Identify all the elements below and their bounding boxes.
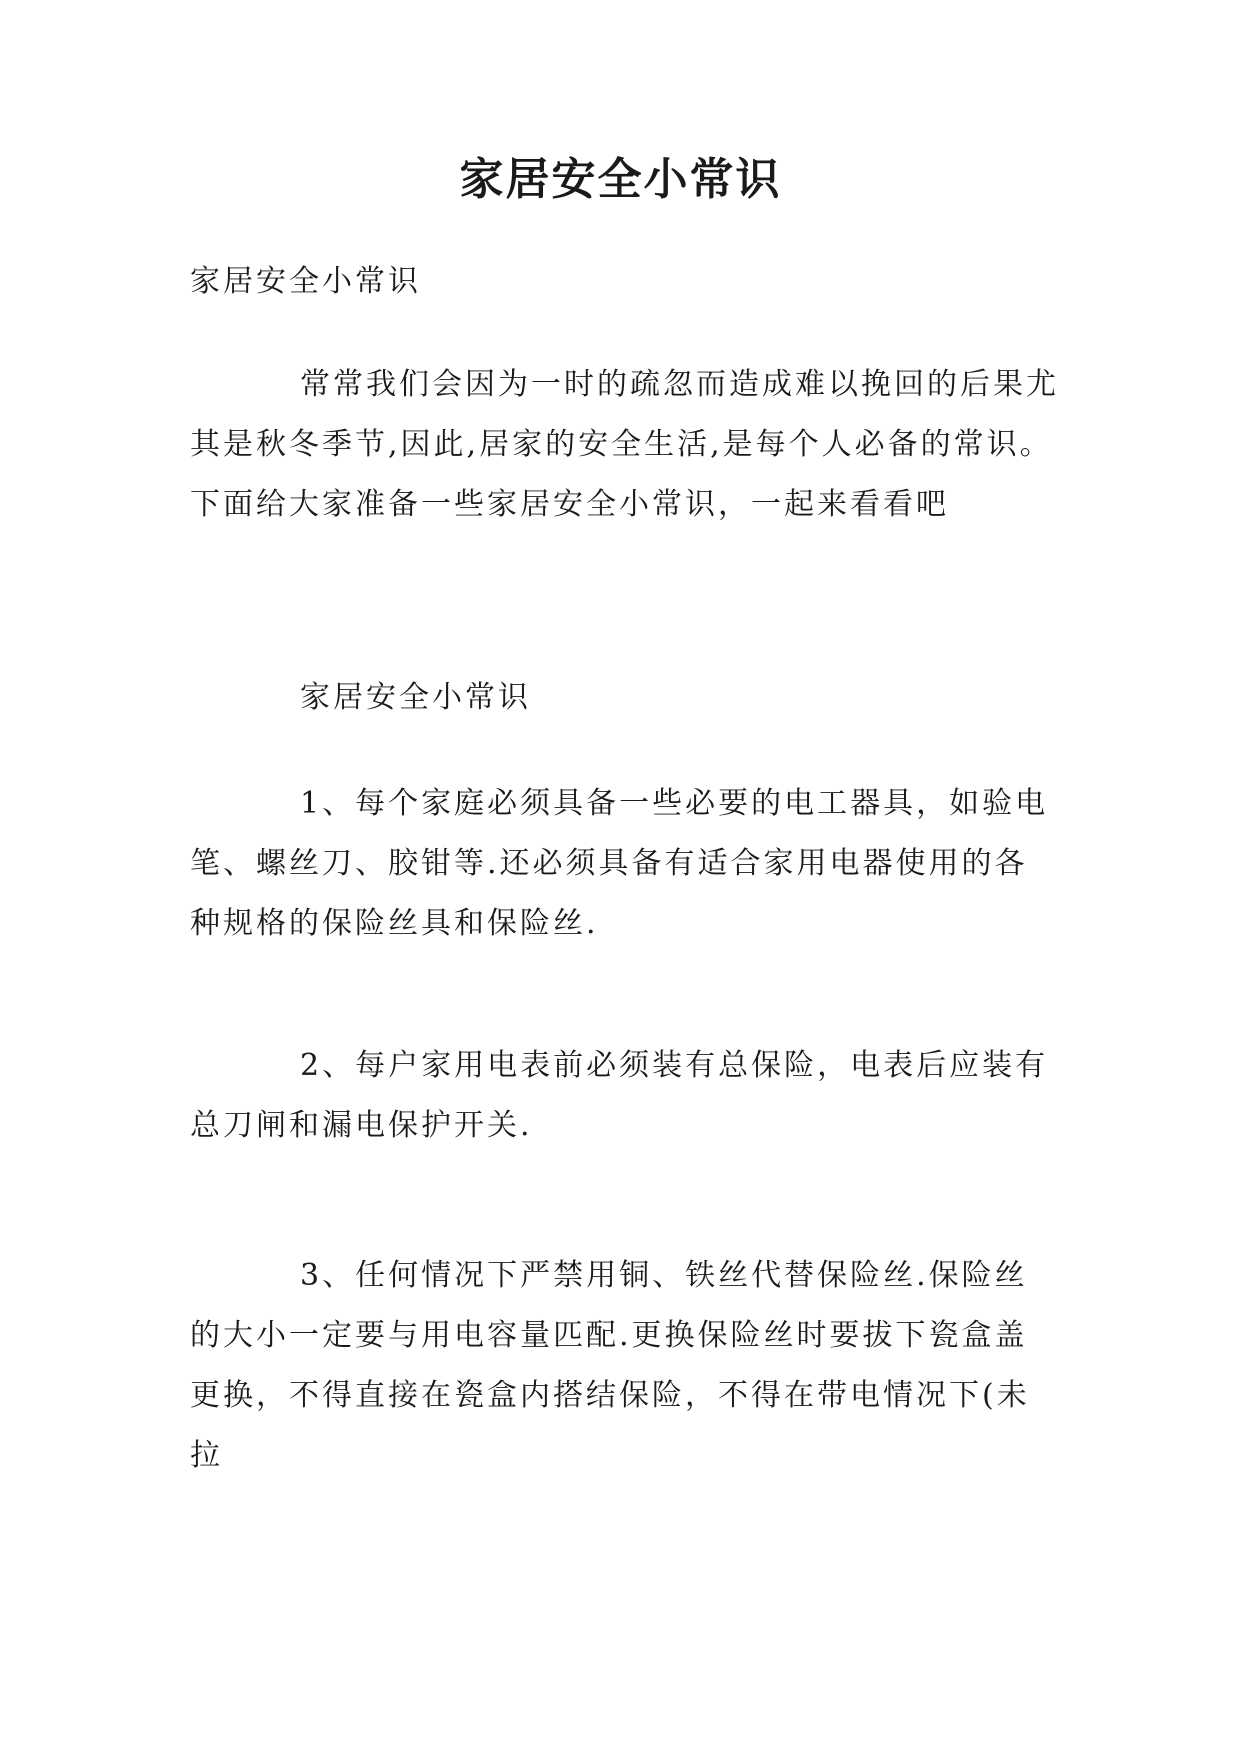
page-title: 家居安全小常识 bbox=[459, 154, 782, 205]
document-subtitle: 家居安全小常识 bbox=[190, 264, 421, 299]
list-item-3: 3、任何情况下严禁用铜、铁丝代替保险丝.保险丝的大小一定要与用电容量匹配.更换保险丝时要拔下瓷盒盖更换，不得直接在瓷盒内搭结保险，不得在带电情况下(未拉 bbox=[190, 1258, 1030, 1473]
list-item-2: 2、每户家用电表前必须装有总保险，电表后应装有总刀闸和漏电保护开关. bbox=[190, 1048, 1049, 1143]
list-item-1: 1、每个家庭必须具备一些必要的电工器具，如验电笔、螺丝刀、胶钳等.还必须具备有适合家用电器使用的各种规格的保险丝具和保险丝. bbox=[190, 786, 1049, 941]
intro-paragraph: 常常我们会因为一时的疏忽而造成难以挽回的后果尤其是秋冬季节,因此,居家的安全生活,是每个人必备的常识。下面给大家准备一些家居安全小常识，一起来看看吧 bbox=[190, 367, 1059, 522]
section-heading: 家居安全小常识 bbox=[300, 680, 531, 715]
